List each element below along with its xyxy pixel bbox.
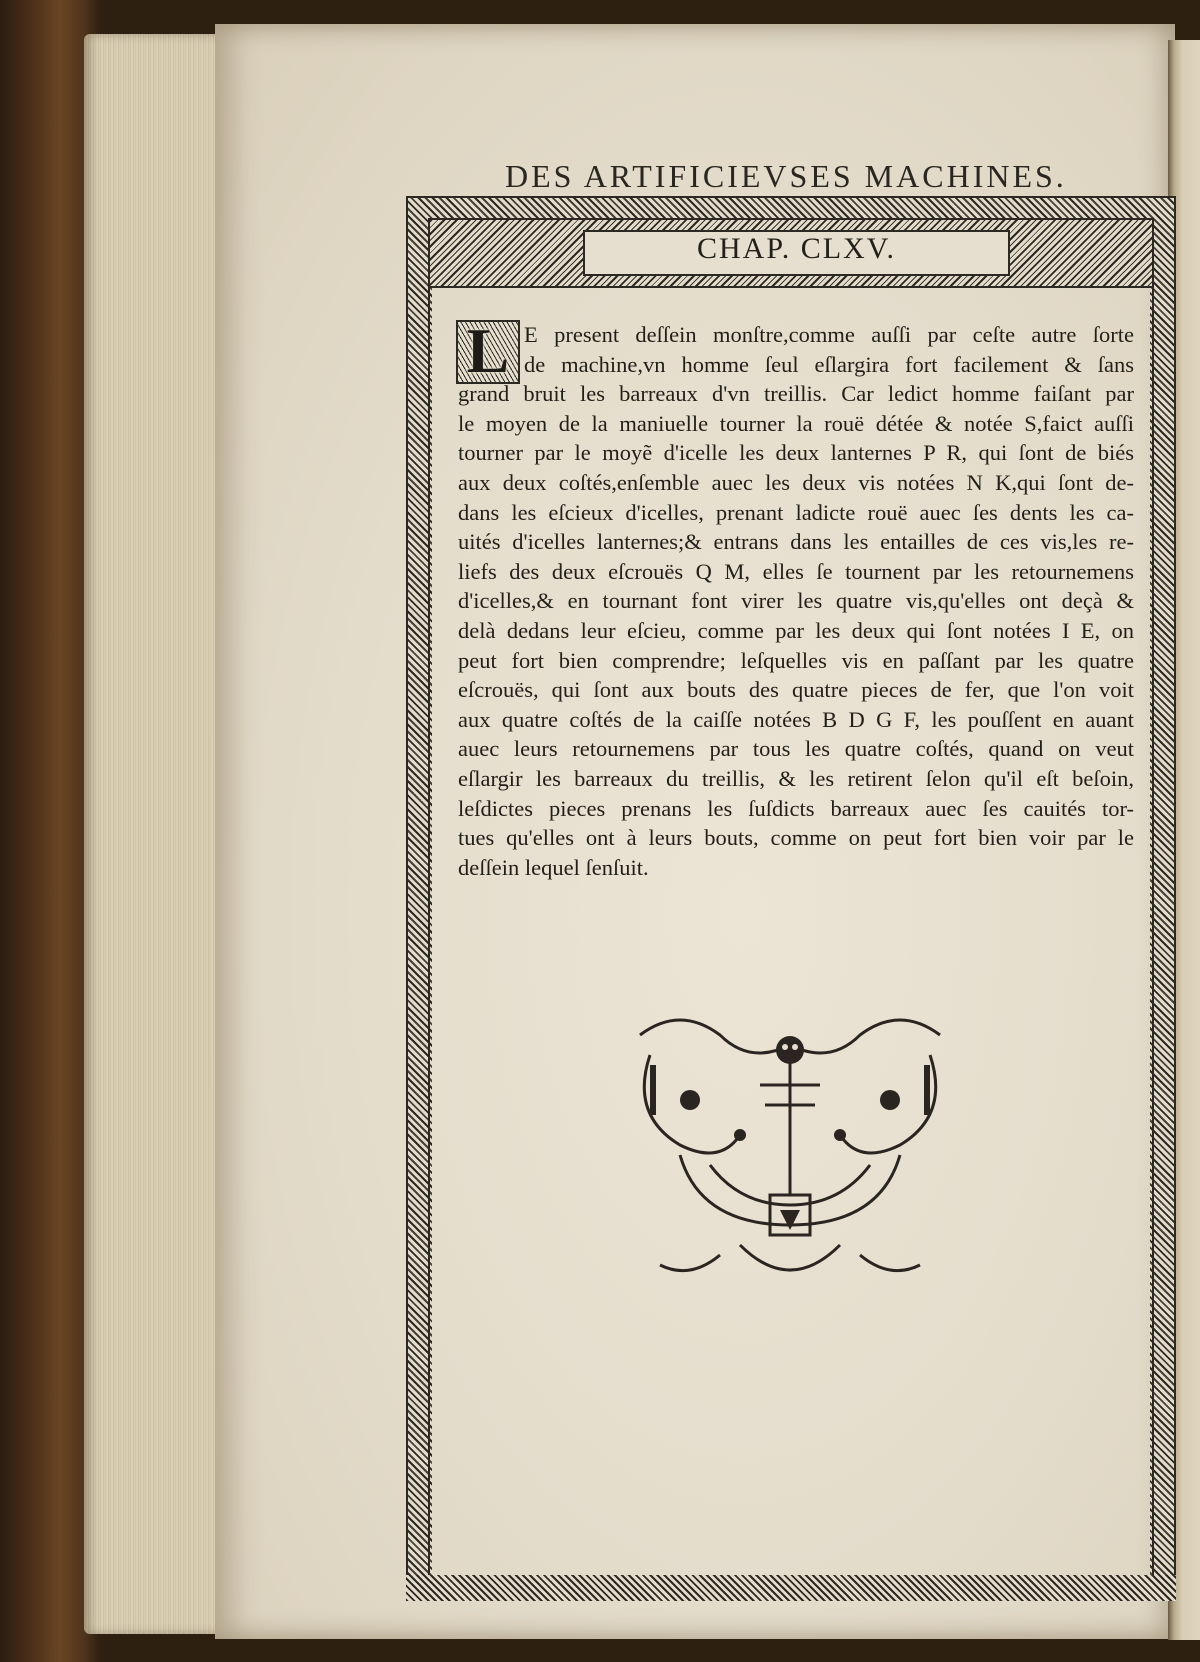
text-line: le moyen de la maniuelle tourner la rouë détée & notée S,faict auſſi: [458, 410, 1134, 436]
text-line: auec leurs retournemens par tous les quatre coſtés, quand on veut: [458, 736, 1134, 762]
text-line: aux quatre coſtés de la caiſſe notées B D G F, les pouſſent en auant: [458, 706, 1134, 732]
text-line: uités d'icelles lanternes;& entrans dans les entailles de ces vis,les re-: [458, 529, 1134, 555]
drop-cap-letter: L: [466, 315, 510, 386]
tailpiece-ornament: [620, 995, 960, 1295]
text-line: leſdictes pieces prenans les ſuſdicts barreaux auec ſes cauités tor-: [458, 795, 1134, 821]
text-line: liefs des deux eſcrouës Q M, elles ſe tournent par les retournemens: [458, 558, 1134, 584]
frame-bottom-band: [406, 1575, 1176, 1601]
text-line: deſſein lequel ſenſuit.: [458, 854, 649, 880]
text-line: eſcrouës, qui ſont aux bouts des quatre pieces de fer, que l'on voit: [458, 677, 1134, 703]
text-line: tues qu'elles ont à leurs bouts, comme on peut fort bien voir par le: [458, 825, 1134, 851]
text-line: delà dedans leur eſcieu, comme par les deux qui ſont notées I E, on: [458, 617, 1134, 643]
chapter-body-text: [458, 320, 1134, 882]
tailpiece-illustration: [620, 995, 960, 1295]
text-line: aux deux coſtés,enſemble auec les deux vis notées N K,qui ſont de-: [458, 469, 1134, 495]
text-line: peut fort bien comprendre; leſquelles vis en paſſant par les quatre: [458, 647, 1134, 673]
text-line: grand bruit les barreaux d'vn treillis. Car ledict homme faiſant par: [458, 381, 1134, 407]
text-line: eſlargir les barreaux du treillis, & les retirent ſelon qu'il eſt beſoin,: [458, 765, 1134, 791]
text-line: de machine,vn homme ſeul eſlargira fort facilement & ſans: [524, 351, 1134, 377]
text-line: E present deſſein monſtre,comme auſſi par ceſte autre ſorte: [524, 322, 1134, 347]
text-line: tourner par le moyẽ d'icelle les deux lanternes P R, qui ſont de biés: [458, 440, 1134, 466]
chapter-title: CHAP. CLXV.: [697, 232, 896, 265]
text-line: d'icelles,& en tournant font virer les quatre vis,qu'elles ont deçà &: [458, 588, 1134, 614]
text-line: dans les eſcieux d'icelles, prenant ladicte rouë auec ſes dents les ca-: [458, 499, 1134, 525]
running-head: DES ARTIFICIEVSES MACHINES.: [505, 158, 1067, 194]
page-block-edges: [84, 34, 234, 1634]
